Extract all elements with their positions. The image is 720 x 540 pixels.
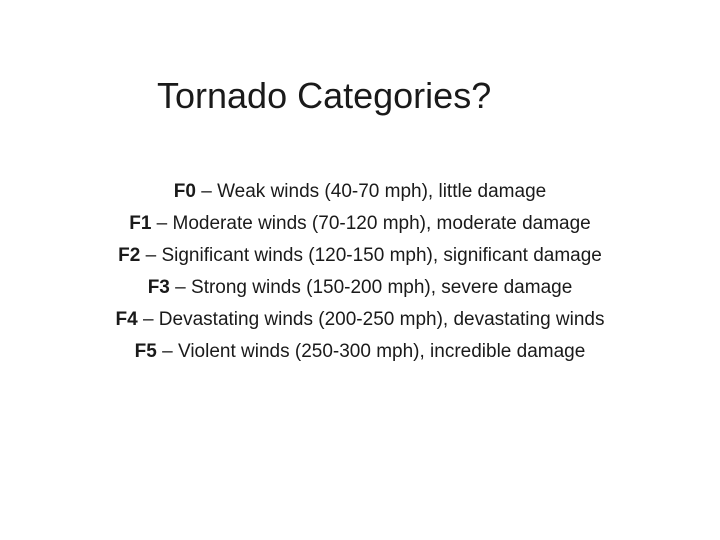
category-description: – Strong winds (150-200 mph), severe damage [169,277,573,298]
list-item [110,304,610,336]
category-code: F2 [118,245,141,266]
category-code: F4 [115,309,138,330]
category-code: F0 [173,181,196,202]
category-description: – Devastating winds (200-250 mph), devastating winds [137,309,605,330]
category-description: – Moderate winds (70-120 mph), moderate damage [151,213,591,234]
category-code: F1 [129,213,152,234]
slide-title: Tornado Categories? [157,75,492,116]
category-list [110,176,610,368]
category-description: – Violent winds (250-300 mph), incredible damage [156,341,586,362]
list-item [110,208,610,240]
category-description: – Weak winds (40-70 mph), little damage [195,181,547,202]
list-item [110,240,610,272]
category-code: F5 [134,341,157,362]
category-description: – Significant winds (120-150 mph), significant damage [140,245,602,266]
category-code: F3 [147,277,170,298]
list-item [110,176,610,208]
list-item [110,336,610,368]
list-item [110,272,610,304]
